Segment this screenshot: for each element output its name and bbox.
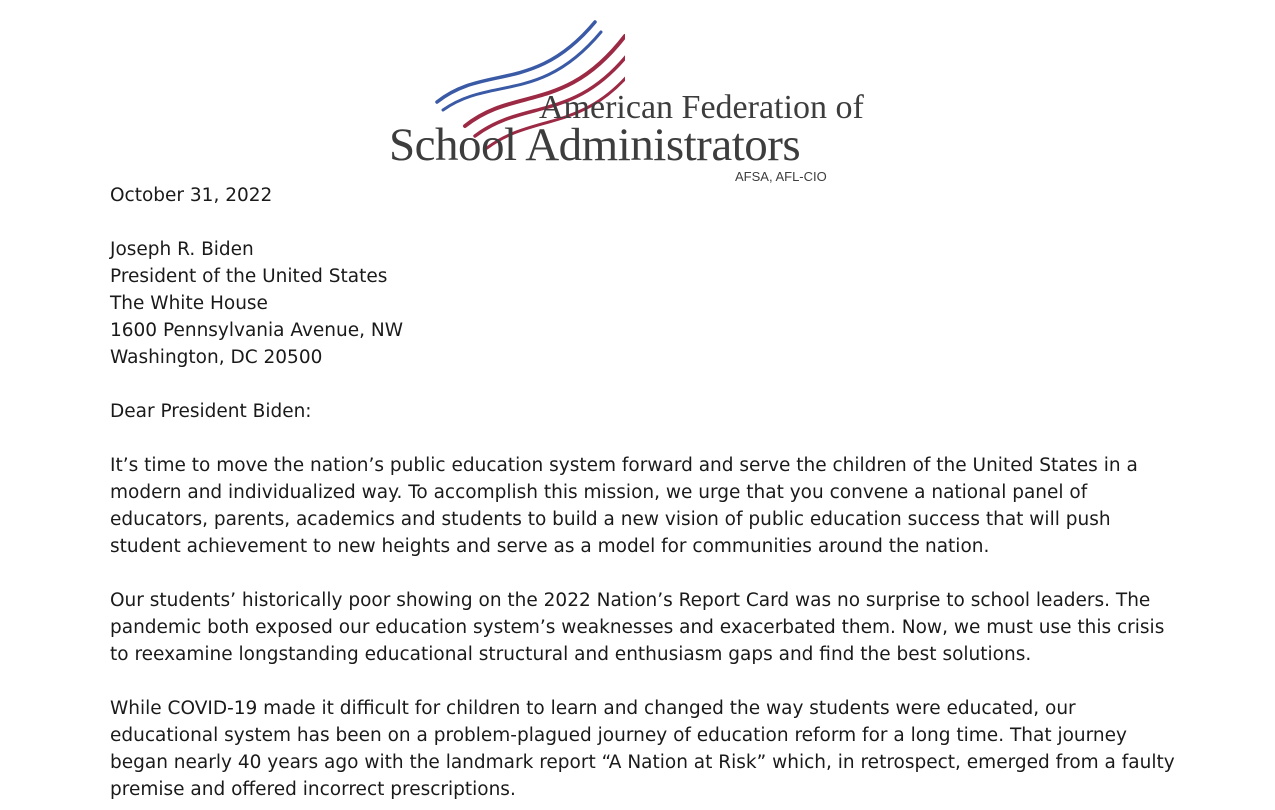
address-line: The White House bbox=[110, 293, 268, 314]
recipient-address bbox=[110, 236, 1140, 371]
salutation: Dear President Biden: bbox=[110, 401, 312, 422]
letter-body bbox=[110, 182, 1175, 803]
paragraph-line: It’s time to move the nation’s public education system forward and serve the children of the United States in a bbox=[110, 455, 1138, 476]
letterhead bbox=[385, 14, 865, 186]
paragraph-line: pandemic both exposed our education system’s weaknesses and exacerbated them. Now, we must use this crisis bbox=[110, 617, 1165, 638]
paragraph-line: premise and offered incorrect prescriptions. bbox=[110, 779, 516, 800]
address-line: 1600 Pennsylvania Avenue, NW bbox=[110, 320, 404, 341]
paragraph-line: educators, parents, academics and students to build a new vision of public education success that will push bbox=[110, 509, 1111, 530]
paragraph-line: Our students’ historically poor showing on the 2022 Nation’s Report Card was no surprise to school leaders. The bbox=[110, 590, 1151, 611]
address-line: President of the United States bbox=[110, 266, 388, 287]
org-affiliation: AFSA, AFL-CIO bbox=[735, 169, 827, 184]
letter-date: October 31, 2022 bbox=[110, 185, 273, 206]
paragraph-line: student achievement to new heights and serve as a model for communities around the nation. bbox=[110, 536, 990, 557]
paragraph bbox=[110, 587, 1165, 668]
address-line: Joseph R. Biden bbox=[110, 239, 254, 260]
paragraph-line: began nearly 40 years ago with the landmark report “A Nation at Risk” which, in retrospect, emerged from a faulty bbox=[110, 752, 1175, 773]
paragraph-line: to reexamine longstanding educational structural and enthusiasm gaps and find the best solutions. bbox=[110, 644, 1032, 665]
paragraph-line: While COVID-19 made it difficult for children to learn and changed the way students were educated, our bbox=[110, 698, 1076, 719]
paragraph-line: educational system has been on a problem-plagued journey of education reform for a long time. That journey bbox=[110, 725, 1127, 746]
paragraph bbox=[110, 452, 1140, 560]
paragraph-line: modern and individualized way. To accomplish this mission, we urge that you convene a national panel of bbox=[110, 482, 1088, 503]
org-name-line1: American Federation of bbox=[539, 89, 864, 126]
paragraph bbox=[110, 695, 1175, 803]
org-name-line2: School Administrators bbox=[389, 119, 801, 171]
address-line: Washington, DC 20500 bbox=[110, 347, 323, 368]
